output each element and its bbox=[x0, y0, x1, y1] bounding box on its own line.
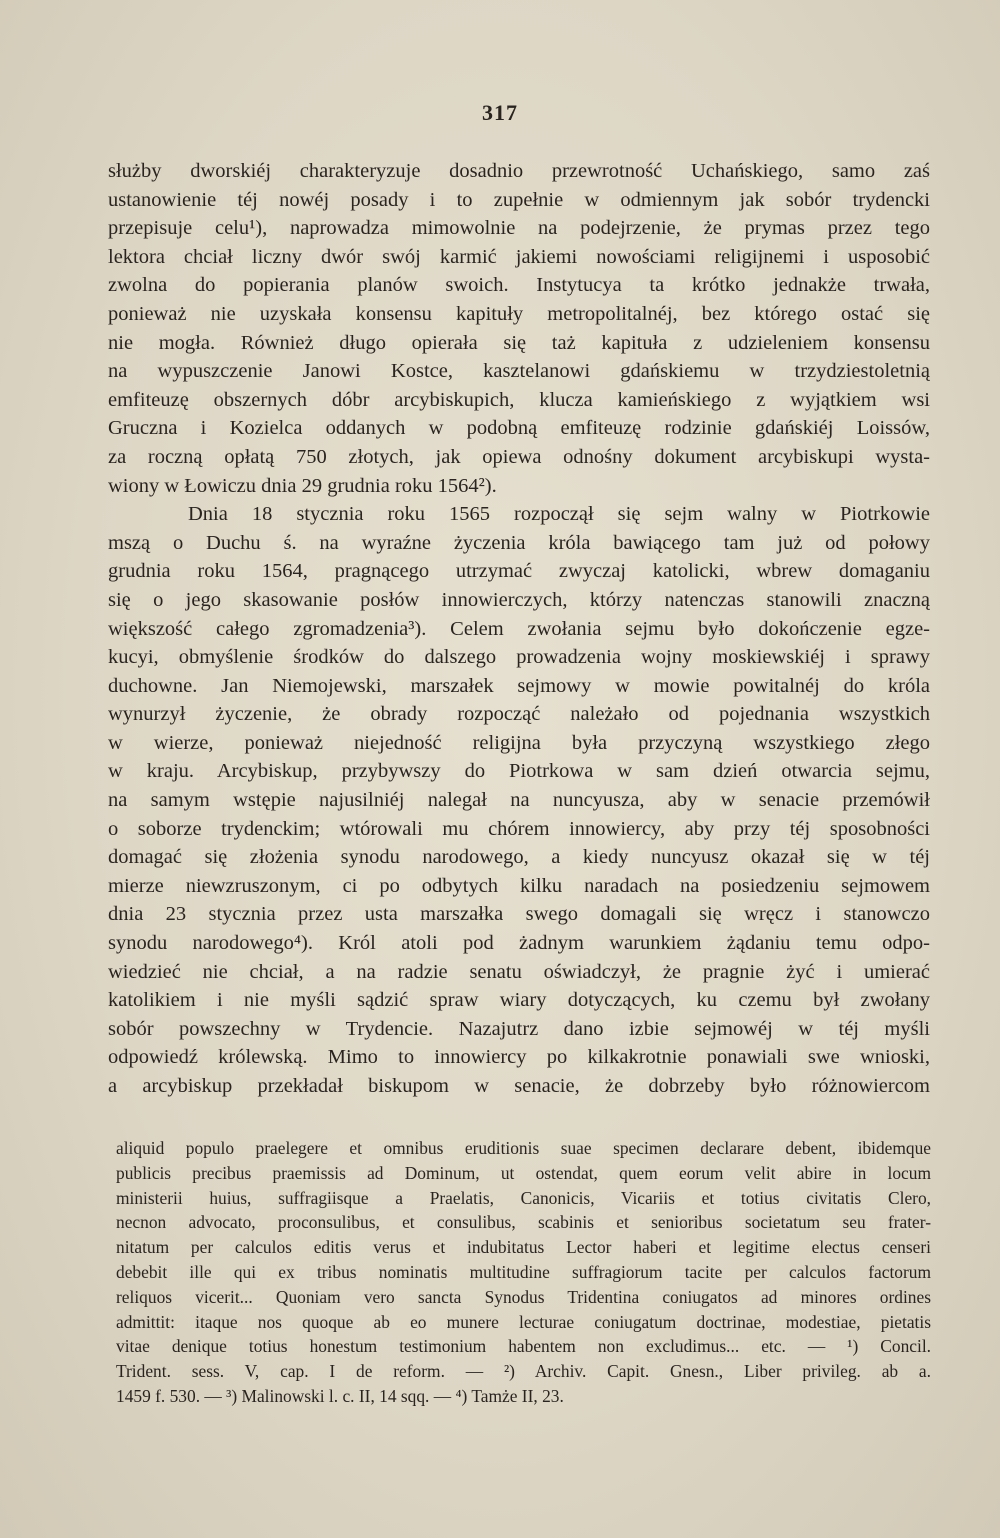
footnote-line: necnon advocato, proconsulibus, et consulibus, scabinis et senioribus societatum seu frater- bbox=[116, 1212, 931, 1233]
text-line: mszą o Duchu ś. na wyraźne życzenia króla bawiącego tam już od połowy bbox=[108, 531, 930, 554]
text-line: nie mogła. Również długo opierała się taż kapituła z udzieleniem konsensu bbox=[108, 331, 930, 354]
footnote-line: aliquid populo praelegere et omnibus eruditionis suae specimen declarare debent, ibidemque bbox=[116, 1138, 931, 1158]
text-line: wiony w Łowiczu dnia 29 grudnia roku 1564²). bbox=[108, 474, 497, 497]
main-text-body bbox=[108, 157, 930, 1101]
text-line: ponieważ nie uzyskała konsensu kapituły metropolitalnéj, bez którego ostać się bbox=[108, 302, 930, 325]
footnote-line: debebit ille qui ex tribus nominatis multitudine suffragiorum tacite per calculos factorum bbox=[116, 1261, 931, 1282]
text-line: a arcybiskup przekładał biskupom w senacie, że dobrzeby było różnowiercom bbox=[108, 1075, 930, 1097]
text-line: Gruczna i Kozielca oddanych w podobną emfiteuzę rodzinie gdańskiéj Loissów, bbox=[108, 417, 930, 440]
text-line: zwolna do popierania planów swoich. Instytucya ta krótko jednakże trwała, bbox=[108, 274, 930, 297]
text-line: mierze niewzruszonym, ci po odbytych kilku naradach na posiedzeniu sejmowem bbox=[108, 874, 930, 897]
text-line: domagać się złożenia synodu narodowego, a kiedy nuncyusz okazał się w téj bbox=[108, 846, 930, 869]
text-line: na samym wstępie najusilniéj nalegał na nuncyusza, aby w senacie przemówił bbox=[108, 789, 930, 812]
text-line: służby dworskiéj charakteryzuje dosadnio przewrotność Uchańskiego, samo zaś bbox=[108, 160, 930, 182]
text-line: wiedzieć nie chciał, a na radzie senatu oświadczył, że pragnie żyć i umierać bbox=[108, 960, 930, 983]
text-line: na wypuszczenie Janowi Kostce, kasztelanowi gdańskiemu w trzydziestoletnią bbox=[108, 360, 930, 383]
text-line: przepisuje celu¹), naprowadza mimowolnie na podejrzenie, że prymas przez tego bbox=[108, 217, 930, 240]
footnote-line: publicis precibus praemissis ad Dominum, ut ostendat, quem eorum velit abire in locum bbox=[116, 1162, 931, 1183]
footnote-line: reliquos vicerit... Quoniam vero sancta Synodus Tridentina coniugatos ad minores ordines bbox=[116, 1286, 931, 1307]
paragraph-start-line: Dnia 18 stycznia roku 1565 rozpoczął się sejm walny w Piotrkowie bbox=[188, 503, 930, 526]
text-line: za roczną opłatą 750 złotych, jak opiewa odnośny dokument arcybiskupi wysta- bbox=[108, 445, 930, 468]
text-line: synodu narodowego⁴). Król atoli pod żadnym warunkiem żądaniu temu odpo- bbox=[108, 932, 930, 955]
footnote-line: admittit: itaque nos quoque ab eo munere lecturae coniugatum doctrinae, modestiae, pietatis bbox=[116, 1311, 931, 1332]
text-line: w kraju. Arcybiskup, przybywszy do Piotrkowa w sam dzień otwarcia sejmu, bbox=[108, 760, 930, 783]
footnote-line: nitatum per calculos editis verus et indubitatus Lector haberi et legitime electus censeri bbox=[116, 1237, 931, 1258]
text-line: dnia 23 stycznia przez usta marszałka swego domagali się wręcz i stanowczo bbox=[108, 903, 930, 926]
text-line: katolikiem i nie myśli sądzić spraw wiary dotyczących, ku czemu był zwołany bbox=[108, 989, 930, 1012]
footnote-line: 1459 f. 530. — ³) Malinowski l. c. II, 14 sqq. — ⁴) Tamże II, 23. bbox=[116, 1385, 564, 1406]
text-line: o soborze trydenckim; wtórowali mu chórem innowiercy, aby przy téj sposobności bbox=[108, 817, 930, 840]
text-line: sobór powszechny w Trydencie. Nazajutrz dano izbie sejmowéj w téj myśli bbox=[108, 1017, 930, 1040]
text-line: ustanowienie téj nowéj posady i to zupełnie w odmiennym jak sobór trydencki bbox=[108, 188, 930, 211]
footnote-line: Trident. sess. V, cap. I de reform. — ²) Archiv. Capit. Gnesn., Liber privileg. ab a. bbox=[116, 1361, 931, 1382]
text-line: odpowiedź królewską. Mimo to innowiercy po kilkakrotnie ponawiali swe wnioski, bbox=[108, 1046, 930, 1069]
text-line: się o jego skasowanie posłów innowierczych, którzy natenczas stanowili znaczną bbox=[108, 588, 930, 611]
text-line: kucyi, obmyślenie środków do dalszego prowadzenia wojny moskiewskiéj i sprawy bbox=[108, 646, 930, 669]
footnote-line: ministerii huius, suffragiisque a Praelatis, Canonicis, Vicariis et totius civitatis Clero, bbox=[116, 1187, 931, 1208]
text-line: lektora chciał liczny dwór swój karmić jakiemi nowościami religijnemi i usposobić bbox=[108, 245, 930, 268]
footnotes bbox=[116, 1136, 931, 1409]
text-line: większość całego zgromadzenia³). Celem zwołania sejmu było dokończenie egze- bbox=[108, 617, 930, 640]
text-line: wynurzył życzenie, że obrady rozpocząć należało od pojednania wszystkich bbox=[108, 703, 930, 726]
footnote-line: vitae denique totius honestum testimonium habentem non excludimus... etc. — ¹) Concil. bbox=[116, 1336, 931, 1357]
text-line: duchowne. Jan Niemojewski, marszałek sejmowy w mowie powitalnéj do króla bbox=[108, 674, 930, 697]
text-line: grudnia roku 1564, pragnącego utrzymać zwyczaj katolicki, wbrew domaganiu bbox=[108, 560, 930, 583]
text-line: emfiteuzę obszernych dóbr arcybiskupich, klucza kamieńskiego z wyjątkiem wsi bbox=[108, 388, 930, 411]
text-line: w wierze, ponieważ niejedność religijna była przyczyną wszystkiego złego bbox=[108, 731, 930, 754]
page-number: 317 bbox=[482, 100, 518, 125]
